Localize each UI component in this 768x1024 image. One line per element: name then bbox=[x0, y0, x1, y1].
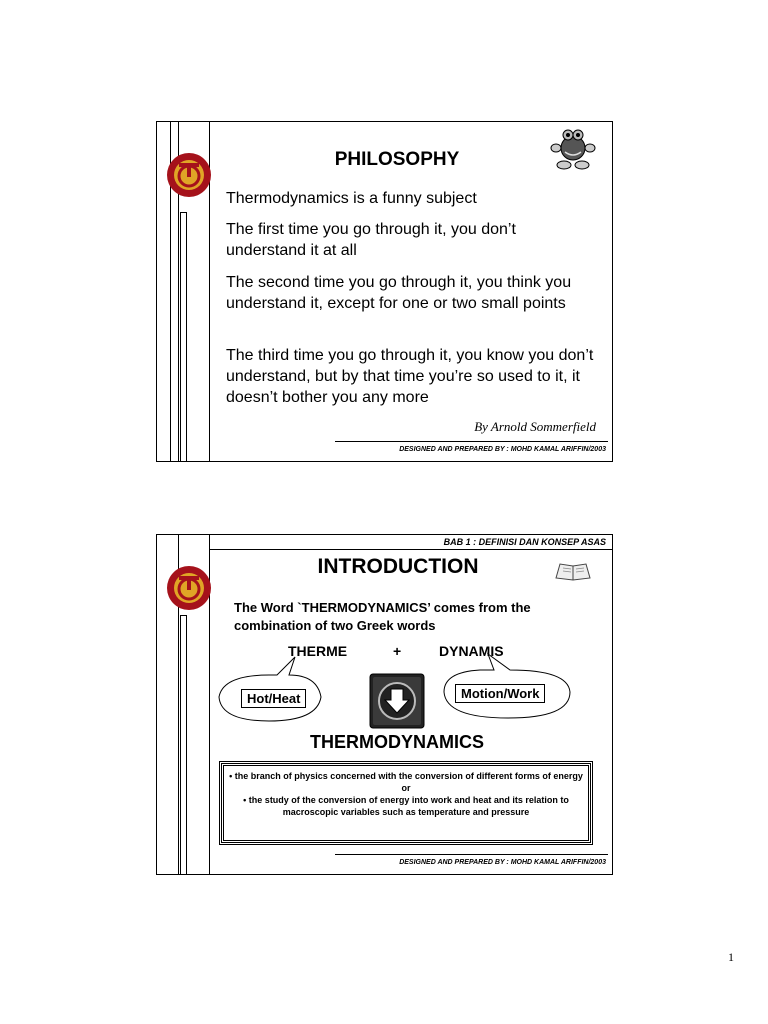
definition-1: • the branch of physics concerned with the conversion of different forms of energy bbox=[229, 771, 583, 781]
paragraph: The second time you go through it, you think you understand it, except for one or two small points bbox=[226, 274, 572, 312]
page-number: 1 bbox=[728, 950, 734, 964]
university-logo-icon bbox=[166, 152, 212, 198]
greek-word-therme: THERME bbox=[288, 643, 348, 659]
slide-philosophy bbox=[156, 121, 613, 462]
quote-author: By Arnold Sommerfield bbox=[474, 419, 596, 434]
slide-title: PHILOSOPHY bbox=[334, 149, 460, 170]
plus-sign: + bbox=[393, 643, 402, 659]
chapter-heading: BAB 1 : DEFINISI DAN KONSEP ASAS bbox=[443, 537, 606, 547]
definition-2: • the study of the conversion of energy into work and heat and its relation to macroscopic variables such as temperature and pressure bbox=[243, 795, 569, 817]
rail-line bbox=[186, 212, 187, 322]
paragraph: The first time you go through it, you don’t understand it at all bbox=[226, 221, 516, 259]
definition-or: or bbox=[401, 783, 411, 793]
slide-title: INTRODUCTION bbox=[317, 555, 479, 578]
footer-divider bbox=[335, 854, 608, 855]
slide-footer: DESIGNED AND PREPARED BY : MOHD KAMAL ARIFFIN/2003 bbox=[399, 446, 606, 453]
paragraph: The third time you go through it, you know you don’t understand, but by that time you’re so used to it, it doesn’t bother you any more bbox=[226, 347, 594, 406]
meaning-motion-work: Motion/Work bbox=[455, 684, 545, 703]
university-logo-icon bbox=[166, 565, 212, 611]
speech-bubble bbox=[213, 653, 325, 723]
rail-line bbox=[186, 615, 187, 735]
open-book-icon bbox=[554, 560, 592, 582]
footer-divider bbox=[335, 441, 608, 442]
down-arrow-button-icon bbox=[369, 673, 425, 729]
definition-box bbox=[219, 761, 593, 845]
greek-word-dynamis: DYNAMIS bbox=[439, 643, 504, 659]
slide-introduction bbox=[156, 534, 613, 875]
result-word: THERMODYNAMICS bbox=[310, 732, 484, 752]
header-divider bbox=[209, 549, 612, 550]
meaning-hot-heat: Hot/Heat bbox=[241, 689, 306, 708]
slide-footer: DESIGNED AND PREPARED BY : MOHD KAMAL ARIFFIN/2003 bbox=[399, 859, 606, 866]
paragraph: Thermodynamics is a funny subject bbox=[226, 190, 477, 207]
intro-text: The Word `THERMODYNAMICS’ comes from the combination of two Greek words bbox=[234, 600, 531, 633]
cartoon-ball-mascot-icon bbox=[550, 126, 596, 170]
